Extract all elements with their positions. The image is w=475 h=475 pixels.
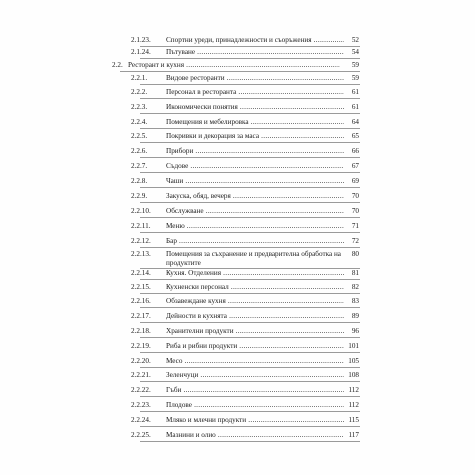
toc-entry-page-number: 52 bbox=[351, 36, 359, 44]
toc-entry-page-number: 67 bbox=[351, 162, 359, 170]
toc-entry-number: 2.2.21. bbox=[131, 371, 151, 379]
toc-row-divider bbox=[140, 232, 360, 233]
toc-entry-number: 2.2.5. bbox=[131, 132, 148, 140]
toc-entry-page-number: 65 bbox=[351, 132, 359, 140]
toc-entry-number: 2.2.14. bbox=[131, 269, 151, 277]
toc-entry-number: 2.2.1. bbox=[131, 74, 148, 82]
toc-entry-page-number: 59 bbox=[351, 74, 359, 82]
toc-entry-number: 2.2.4. bbox=[131, 118, 148, 126]
toc-entry-page-number: 112 bbox=[348, 386, 359, 394]
toc-entry-title: Пътуване ..... bbox=[166, 48, 344, 57]
toc-entry-number: 2.2. bbox=[112, 61, 123, 69]
toc-entry-page-number: 61 bbox=[351, 88, 359, 96]
toc-row-divider bbox=[140, 352, 360, 353]
toc-entry-title: Плодове ..... bbox=[166, 401, 344, 410]
toc-entry-number: 2.2.17. bbox=[131, 312, 151, 320]
toc-entry-page-number: 96 bbox=[351, 327, 359, 335]
toc-entry-title: Чаши ..... bbox=[166, 177, 344, 186]
toc-row-divider bbox=[140, 98, 360, 99]
toc-entry-page-number: 115 bbox=[348, 416, 359, 424]
toc-entry-number: 2.2.7. bbox=[131, 162, 148, 170]
toc-entry-number: 2.2.6. bbox=[131, 147, 148, 155]
toc-entry-page-number: 80 bbox=[351, 250, 359, 258]
toc-entry-page-number: 117 bbox=[348, 431, 359, 439]
toc-entry-page-number: 101 bbox=[348, 342, 359, 350]
toc-entry-title: Видове ресторанти ..... bbox=[166, 74, 344, 83]
toc-entry-page-number: 72 bbox=[351, 237, 359, 245]
toc-entry-number: 2.2.12. bbox=[131, 237, 151, 245]
toc-entry-title: Помещения за съхранение и предварителна обработка на продуктите bbox=[166, 250, 341, 267]
toc-entry-page-number: 81 bbox=[351, 269, 359, 277]
toc-entry-title: Бар ..... bbox=[166, 237, 344, 246]
toc-row-divider bbox=[140, 381, 360, 382]
toc-entry-page-number: 108 bbox=[348, 371, 359, 379]
toc-entry-page-number: 61 bbox=[351, 103, 359, 111]
toc-row-divider bbox=[140, 217, 360, 218]
toc-entry-number: 2.2.13. bbox=[131, 250, 151, 258]
toc-entry-title: Месо ..... bbox=[166, 357, 344, 366]
toc-row-divider bbox=[140, 142, 360, 143]
toc-entry-title: Покривки и декорация за маса ..... bbox=[166, 132, 344, 141]
toc-entry-number: 2.2.19. bbox=[131, 342, 151, 350]
toc-entry-title: Закуска, обяд, вечеря ..... bbox=[166, 192, 344, 201]
toc-entry-title: Кухненски персонал ..... bbox=[166, 283, 344, 292]
toc-entry-title: Обслужване ..... bbox=[166, 207, 344, 216]
toc-entry-number: 2.2.2. bbox=[131, 88, 148, 96]
toc-row-divider bbox=[140, 58, 360, 59]
toc-row-divider bbox=[140, 441, 360, 442]
toc-row-divider bbox=[140, 202, 360, 203]
toc-row-divider bbox=[140, 367, 360, 368]
toc-row-divider bbox=[140, 411, 360, 412]
toc-entry-page-number: 69 bbox=[351, 177, 359, 185]
toc-entry-page-number: 54 bbox=[351, 48, 359, 56]
toc-entry-title: Кухня. Отделения ..... bbox=[166, 269, 344, 278]
toc-entry-page-number: 83 bbox=[351, 297, 359, 305]
toc-row-divider bbox=[140, 322, 360, 323]
toc-entry-title: Помещения и мебелировка ..... bbox=[166, 118, 344, 127]
toc-entry-number: 2.2.11. bbox=[131, 222, 151, 230]
toc-entry-title: Ресторант и кухня ..... bbox=[128, 61, 340, 70]
toc-row-divider bbox=[140, 426, 360, 427]
toc-entry-page-number: 66 bbox=[351, 147, 359, 155]
toc-row-divider bbox=[140, 337, 360, 338]
toc-entry-title: Хранителни продукти ..... bbox=[166, 327, 344, 336]
toc-entry-title: Съдове ..... bbox=[166, 162, 344, 171]
toc-entry-page-number: 70 bbox=[351, 192, 359, 200]
toc-entry-number: 2.2.9. bbox=[131, 192, 148, 200]
toc-entry-number: 2.1.24. bbox=[131, 48, 151, 56]
toc-entry-title: Зеленчуци ..... bbox=[166, 371, 344, 380]
toc-entry-page-number: 59 bbox=[351, 61, 359, 69]
toc-row-divider bbox=[140, 187, 360, 188]
toc-row-divider bbox=[140, 396, 360, 397]
toc-entry-number: 2.2.8. bbox=[131, 177, 148, 185]
toc-entry-title: Персонал в ресторанта ..... bbox=[166, 88, 344, 97]
toc-entry-title: Обзавеждане кухня ..... bbox=[166, 297, 344, 306]
toc-entry-title: Мазнини и олио ..... bbox=[166, 431, 344, 440]
toc-entry-title: Прибори ..... bbox=[166, 147, 344, 156]
toc-entry-page-number: 89 bbox=[351, 312, 359, 320]
toc-entry-title: Дейности в кухнята ..... bbox=[166, 312, 344, 321]
toc-entry-number: 2.2.20. bbox=[131, 357, 151, 365]
toc-row-divider bbox=[140, 247, 360, 248]
toc-entry-number: 2.2.18. bbox=[131, 327, 151, 335]
toc-row-divider bbox=[140, 113, 360, 114]
toc-row-divider bbox=[120, 71, 360, 72]
toc-entry-page-number: 70 bbox=[351, 207, 359, 215]
toc-row-divider bbox=[140, 46, 360, 47]
toc-row-divider bbox=[140, 172, 360, 173]
toc-entry-number: 2.2.24. bbox=[131, 416, 151, 424]
toc-entry-title: Спортни уреди, принадлежности и съоръжения ..... bbox=[166, 36, 344, 45]
toc-entry-title: Меню ..... bbox=[166, 222, 344, 231]
toc-entry-page-number: 105 bbox=[348, 357, 359, 365]
toc-entry-number: 2.1.23. bbox=[131, 36, 151, 44]
toc-row-divider bbox=[140, 84, 360, 85]
toc-entry-title: Икономически понятия ..... bbox=[166, 103, 344, 112]
toc-entry-title: Мляко и млечни продукти ..... bbox=[166, 416, 344, 425]
toc-entry-page-number: 64 bbox=[351, 118, 359, 126]
toc-entry-title: Гъби ..... bbox=[166, 386, 344, 395]
toc-entry-number: 2.2.10. bbox=[131, 207, 151, 215]
toc-row-divider bbox=[140, 307, 360, 308]
toc-entry-number: 2.2.25. bbox=[131, 431, 151, 439]
toc-entry-number: 2.2.23. bbox=[131, 401, 151, 409]
toc-entry-page-number: 82 bbox=[351, 283, 359, 291]
toc-entry-number: 2.2.22. bbox=[131, 386, 151, 394]
toc-entry-title: Риба и рибни продукти ..... bbox=[166, 342, 344, 351]
toc-row-divider bbox=[140, 293, 360, 294]
toc-row-divider bbox=[140, 128, 360, 129]
toc-entry-page-number: 112 bbox=[348, 401, 359, 409]
toc-row-divider bbox=[140, 279, 360, 280]
toc-entry-number: 2.2.3. bbox=[131, 103, 148, 111]
toc-entry-page-number: 71 bbox=[351, 222, 359, 230]
toc-entry-number: 2.2.15. bbox=[131, 283, 151, 291]
toc-entry-number: 2.2.16. bbox=[131, 297, 151, 305]
toc-row-divider bbox=[140, 157, 360, 158]
